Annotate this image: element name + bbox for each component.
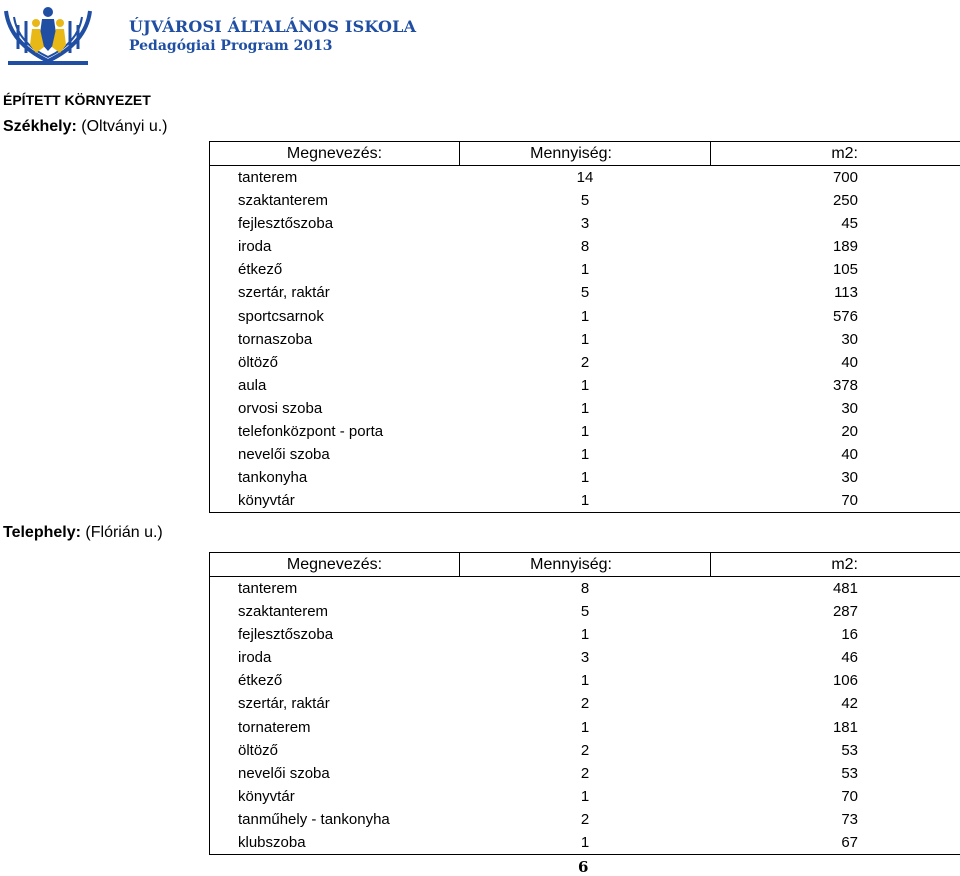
- table-row: [210, 189, 960, 212]
- table-row: [210, 715, 960, 738]
- table-row: [210, 443, 960, 466]
- cell-quantity: 1: [580, 446, 590, 464]
- cell-room-name: fejlesztőszoba: [210, 623, 460, 646]
- cell-room-name: sportcsarnok: [210, 304, 460, 327]
- table-header-row: [210, 142, 960, 166]
- table-row: [210, 692, 960, 715]
- page-header: [0, 0, 960, 70]
- cell-room-name: iroda: [210, 646, 460, 669]
- column-header-name: Megnevezés:: [210, 553, 460, 577]
- column-header-area: m2:: [711, 553, 960, 577]
- column-header-quantity: Mennyiség:: [460, 553, 711, 577]
- table-header-row: [210, 553, 960, 577]
- table-row: [210, 785, 960, 808]
- cell-room-name: aula: [210, 374, 460, 397]
- site-address: (Oltványi u.): [81, 118, 168, 135]
- cell-room-name: könyvtár: [210, 489, 460, 513]
- table-row: [210, 235, 960, 258]
- cell-area: 70: [711, 785, 960, 808]
- cell-area: 481: [711, 577, 960, 601]
- table-row: [210, 466, 960, 489]
- cell-room-name: étkező: [210, 258, 460, 281]
- cell-quantity: 1: [580, 307, 590, 325]
- cell-area: 105: [711, 258, 960, 281]
- cell-room-name: öltöző: [210, 739, 460, 762]
- cell-room-name: tornaszoba: [210, 328, 460, 351]
- program-title: Pedagógiai Program 2013: [129, 38, 333, 54]
- table-body: [210, 166, 960, 513]
- site-label: Telephely:: [3, 524, 81, 541]
- cell-quantity: 1: [460, 831, 711, 855]
- cell-quantity: 8: [580, 238, 590, 256]
- cell-room-name: szaktanterem: [210, 600, 460, 623]
- table-row: [210, 212, 960, 235]
- cell-quantity: 5: [580, 603, 590, 621]
- cell-area: 45: [711, 212, 960, 235]
- cell-quantity: 2: [580, 741, 590, 759]
- table-row: [210, 646, 960, 669]
- cell-room-name: iroda: [210, 235, 460, 258]
- cell-quantity: 1: [580, 422, 590, 440]
- table-row: [210, 831, 960, 855]
- cell-area: 30: [711, 466, 960, 489]
- cell-room-name: telefonközpont - porta: [210, 420, 460, 443]
- page-number: 6: [578, 858, 589, 876]
- cell-quantity: 3: [580, 215, 590, 233]
- table-row: [210, 762, 960, 785]
- site-heading-headquarters: [3, 118, 168, 136]
- rooms-table-branch: [209, 552, 960, 855]
- cell-room-name: étkező: [210, 669, 460, 692]
- cell-quantity: 3: [580, 649, 590, 667]
- cell-room-name: nevelői szoba: [210, 443, 460, 466]
- cell-area: 30: [711, 328, 960, 351]
- cell-quantity: 2: [580, 695, 590, 713]
- cell-area: 42: [711, 692, 960, 715]
- table-row: [210, 489, 960, 513]
- site-label: Székhely:: [3, 118, 77, 135]
- table-row: [210, 600, 960, 623]
- site-address: (Flórián u.): [85, 524, 163, 541]
- cell-quantity: 1: [580, 399, 590, 417]
- column-header-quantity: Mennyiség:: [460, 142, 711, 166]
- cell-area: 40: [711, 443, 960, 466]
- cell-area: 700: [711, 166, 960, 190]
- cell-quantity: 1: [580, 261, 590, 279]
- cell-area: 113: [711, 281, 960, 304]
- cell-quantity: 1: [580, 626, 590, 644]
- cell-area: 378: [711, 374, 960, 397]
- cell-quantity: 2: [580, 353, 590, 371]
- school-logo-icon: [4, 3, 92, 67]
- table-row: [210, 374, 960, 397]
- cell-area: 30: [711, 397, 960, 420]
- cell-room-name: klubszoba: [210, 831, 460, 855]
- cell-area: 189: [711, 235, 960, 258]
- table-row: [210, 623, 960, 646]
- cell-area: 53: [711, 739, 960, 762]
- table-row: [210, 281, 960, 304]
- column-header-area: m2:: [711, 142, 960, 166]
- cell-room-name: tanterem: [210, 166, 460, 190]
- table-row: [210, 258, 960, 281]
- cell-area: 53: [711, 762, 960, 785]
- cell-quantity: 1: [460, 489, 711, 513]
- cell-quantity: 5: [580, 192, 590, 210]
- cell-area: 250: [711, 189, 960, 212]
- cell-room-name: szertár, raktár: [210, 281, 460, 304]
- cell-room-name: szaktanterem: [210, 189, 460, 212]
- site-heading-branch: [3, 524, 163, 542]
- cell-room-name: könyvtár: [210, 785, 460, 808]
- cell-room-name: tankonyha: [210, 466, 460, 489]
- table-row: [210, 577, 960, 601]
- cell-area: 67: [711, 831, 960, 855]
- cell-quantity: 1: [580, 469, 590, 487]
- table-body: [210, 577, 960, 855]
- cell-area: 40: [711, 351, 960, 374]
- cell-room-name: tanműhely - tankonyha: [210, 808, 460, 831]
- cell-area: 287: [711, 600, 960, 623]
- rooms-table-headquarters: [209, 141, 960, 513]
- section-title: ÉPÍTETT KÖRNYEZET: [3, 92, 151, 108]
- table-row: [210, 304, 960, 327]
- cell-room-name: öltöző: [210, 351, 460, 374]
- table-row: [210, 808, 960, 831]
- cell-quantity: 8: [580, 580, 590, 597]
- cell-area: 73: [711, 808, 960, 831]
- cell-area: 16: [711, 623, 960, 646]
- cell-room-name: szertár, raktár: [210, 692, 460, 715]
- cell-room-name: tanterem: [210, 577, 460, 601]
- cell-room-name: tornaterem: [210, 715, 460, 738]
- cell-room-name: nevelői szoba: [210, 762, 460, 785]
- table-row: [210, 328, 960, 351]
- cell-quantity: 1: [580, 330, 590, 348]
- table-row: [210, 166, 960, 190]
- table-row: [210, 420, 960, 443]
- cell-quantity: 2: [580, 810, 590, 828]
- cell-quantity: 1: [580, 787, 590, 805]
- cell-quantity: 1: [580, 672, 590, 690]
- column-header-name: Megnevezés:: [210, 142, 460, 166]
- cell-quantity: 1: [580, 718, 590, 736]
- cell-area: 181: [711, 715, 960, 738]
- cell-area: 106: [711, 669, 960, 692]
- cell-area: 20: [711, 420, 960, 443]
- cell-quantity: 2: [580, 764, 590, 782]
- cell-quantity: 14: [576, 169, 594, 186]
- cell-room-name: orvosi szoba: [210, 397, 460, 420]
- cell-quantity: 5: [580, 284, 590, 302]
- cell-quantity: 1: [580, 376, 590, 394]
- cell-area: 70: [711, 489, 960, 513]
- table-row: [210, 351, 960, 374]
- table-row: [210, 739, 960, 762]
- cell-area: 46: [711, 646, 960, 669]
- table-row: [210, 669, 960, 692]
- table-row: [210, 397, 960, 420]
- cell-area: 576: [711, 304, 960, 327]
- school-name: ÚJVÁROSI ÁLTALÁNOS ISKOLA: [129, 17, 417, 36]
- cell-room-name: fejlesztőszoba: [210, 212, 460, 235]
